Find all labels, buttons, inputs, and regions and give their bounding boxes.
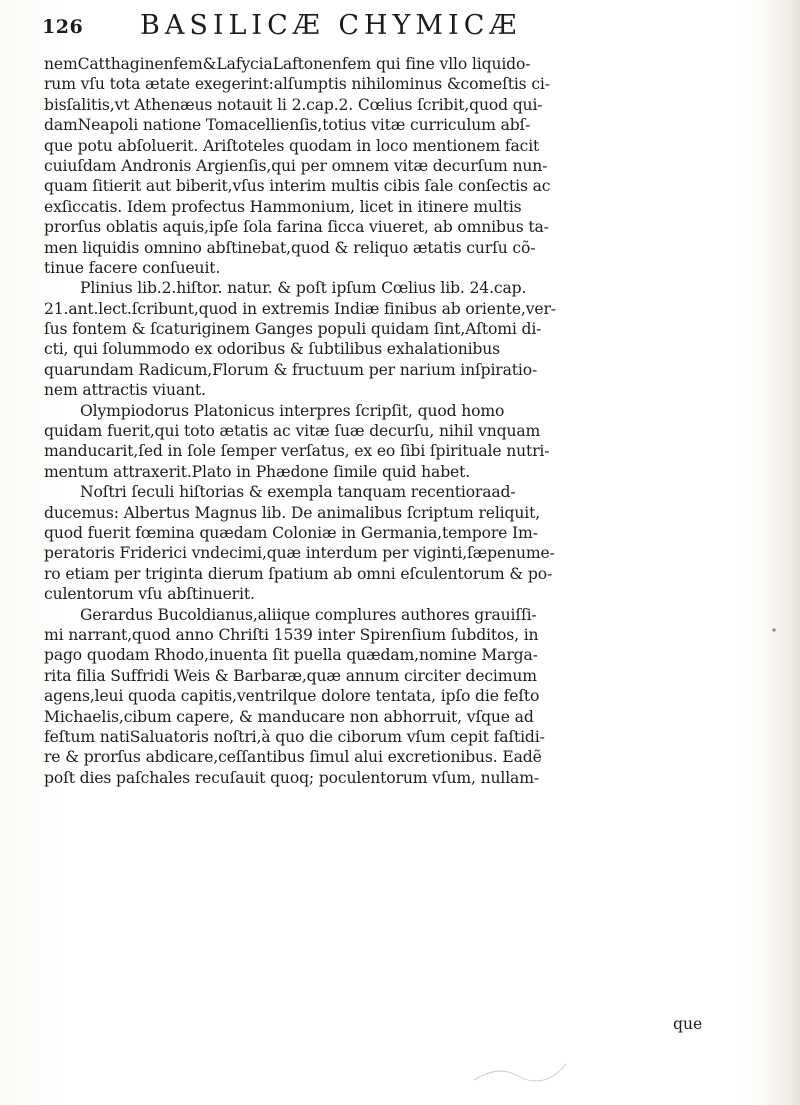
- text-line: exſiccatis. Idem profectus Hammonium, licet in itinere multis: [44, 197, 522, 216]
- text-line: quod fuerit fœmina quædam Coloniæ in Germania,tempore Im-: [44, 523, 538, 542]
- text-line: Michaelis,cibum capere, & manducare non abhorruit, vſque ad: [44, 707, 534, 726]
- pencil-scribble-icon: [470, 1050, 590, 1090]
- page-header: [40, 10, 740, 54]
- page-number: 126: [42, 16, 84, 38]
- text-line: nemCatthaginenfem&LafyciaLaftonenfem qui fine vllo liquido-: [44, 55, 531, 73]
- text-line: damNeapoli natione Tomacellienſis,totius vitæ curriculum abſ-: [44, 116, 531, 135]
- text-line: bisſalitis,vt Athenæus notauit li 2.cap.2. Cœlius ſcribit,quod qui-: [44, 95, 543, 114]
- text-line: pago quodam Rhodo,inuenta ſit puella quædam,nomine Marga-: [44, 646, 538, 665]
- page-edge-shadow: [762, 0, 800, 1105]
- text-line: agens,leui quoda capitis,ventrilque dolore tentata, ipſo die feſto: [44, 687, 540, 706]
- text-line: prorſus oblatis aquis,ipſe ſola farina ſicca viueret, ab omnibus ta-: [44, 218, 549, 237]
- text-line: cti, qui ſolummodo ex odoribus & ſubtilibus exhalationibus: [44, 340, 501, 359]
- text-line: nem attractis viuant.: [44, 381, 206, 400]
- catchword: que: [673, 1015, 703, 1033]
- text-line: ducemus: Albertus Magnus lib. De animalibus ſcriptum reliquit,: [44, 503, 541, 522]
- text-line: poſt dies paſchales recuſauit quoq; poculentorum vſum, nullam-: [44, 768, 539, 787]
- text-line: tinue facere conſueuit.: [44, 258, 221, 277]
- text-line: rum vſu tota ætate exegerint:alſumptis nihilominus &comeſtis ci-: [44, 75, 550, 94]
- text-line: cuiuſdam Andronis Argienſis,qui per omnem vitæ decurſum nun-: [44, 156, 548, 175]
- text-line: feſtum natiSaluatoris noſtri,à quo die ciborum vſum cepit faſtidi-: [44, 727, 545, 746]
- text-line: que potu abſoluerit. Ariſtoteles quodam in loco mentionem facit: [44, 136, 540, 155]
- text-line: ro etiam per triginta dierum ſpatium ab omni eſculentorum & po-: [44, 564, 553, 583]
- text-line: mentum attraxerit.Plato in Phædone ſimile quid habet.: [44, 462, 471, 481]
- text-line: quidam fuerit,qui toto ætatis ac vitæ ſuæ decurſu, nihil vnquam: [44, 422, 541, 441]
- text-line: re & prorſus abdicare,ceſſantibus ſimul alui excretionibus. Eadẽ: [44, 748, 542, 767]
- text-line: manducarit,ſed in ſole ſemper verſatus, ex eo ſibi ſpirituale nutri-: [44, 442, 550, 461]
- text-line: Olympiodorus Platonicus interpres ſcripſit, quod homo: [80, 401, 505, 420]
- text-line: men liquidis omnino abſtinebat,quod & reliquo ætatis curſu cõ-: [44, 238, 536, 257]
- body-text: [44, 54, 730, 788]
- margin-mark-icon: [771, 627, 777, 633]
- text-line: 21.ant.lect.ſcribunt,quod in extremis Indiæ finibus ab oriente,ver-: [44, 299, 556, 318]
- text-line: ſus fontem & ſcaturiginem Ganges populi quidam ſint,Aſtomi di-: [44, 320, 542, 339]
- text-line: quarundam Radicum,Florum & fructuum per narium inſpiratio-: [44, 360, 538, 379]
- text-line: peratoris Friderici vndecimi,quæ interdum per viginti,ſæpenume-: [44, 544, 555, 563]
- text-line: Gerardus Bucoldianus,aliique complures authores grauiſſi-: [80, 605, 537, 624]
- running-head: BASILICÆ CHYMICÆ: [140, 10, 522, 41]
- text-line: quam ſitierit aut biberit,vſus interim multis cibis ſale conſectis ac: [44, 177, 551, 196]
- text-line: rita filia Suffridi Weis & Barbaræ,quæ annum circiter decimum: [44, 666, 537, 685]
- text-line: mi narrant,quod anno Chriſti 1539 inter Spirenſium ſubditos, in: [44, 625, 539, 644]
- text-line: Plinius lib.2.hiſtor. natur. & poſt ipſum Cœlius lib. 24.cap.: [80, 279, 527, 298]
- text-line: Noſtri ſeculi hiſtorias & exempla tanquam recentioraad-: [80, 483, 516, 502]
- text-line: culentorum vſu abſtinuerit.: [44, 585, 255, 604]
